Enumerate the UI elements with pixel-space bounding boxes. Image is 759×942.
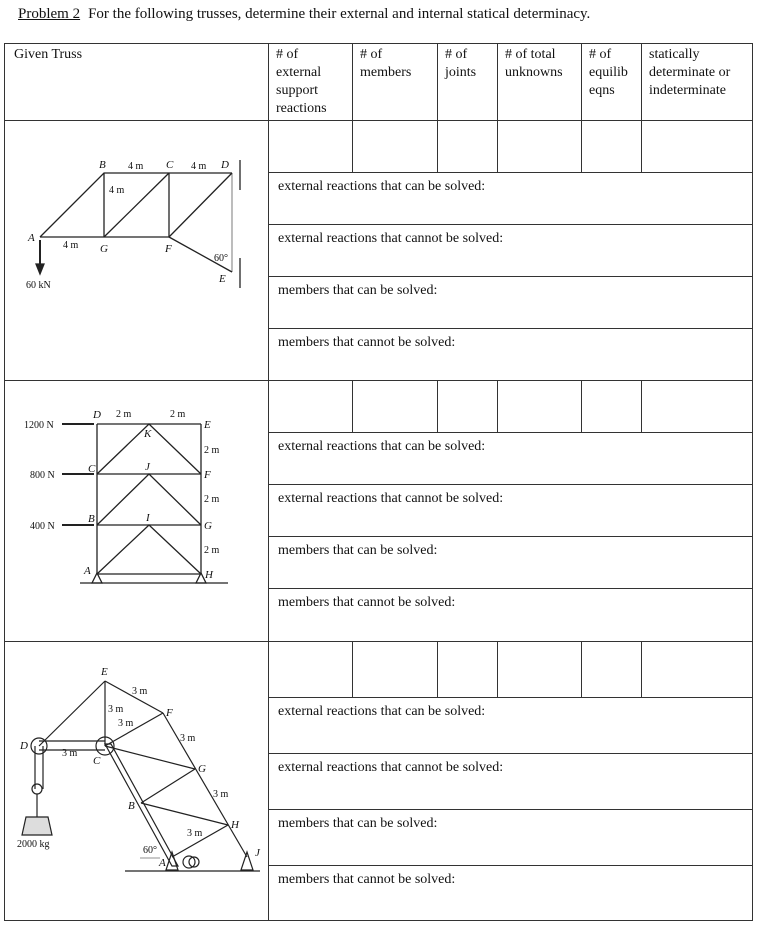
diagram-label: 4 m	[191, 161, 207, 172]
header-line: indeterminate	[649, 83, 726, 98]
header-line: unknowns	[505, 65, 563, 80]
prompt-field[interactable]: members that cannot be solved:	[278, 595, 456, 610]
problem-statement: For the following trusses, determine their external and internal statical determinacy.	[88, 6, 591, 22]
diagram-label: 2000 kg	[17, 839, 50, 850]
diagram-label: E	[101, 666, 108, 678]
diagram-label: K	[144, 428, 152, 440]
diagram-label: C	[93, 755, 101, 767]
diagram-label: 2 m	[116, 409, 132, 420]
diagram-label: D	[20, 740, 28, 752]
prompt-field[interactable]: members that cannot be solved:	[278, 335, 456, 350]
truss-3-diagram	[22, 681, 260, 871]
diagram-label: 4 m	[128, 161, 144, 172]
prompt-field[interactable]: external reactions that can be solved:	[278, 439, 486, 454]
diagram-label: 60°	[143, 845, 157, 856]
diagram-label: F	[165, 243, 172, 255]
diagram-label: 2 m	[204, 494, 220, 505]
diagram-label: 60 kN	[26, 280, 51, 291]
header-line: determinate or	[649, 65, 731, 80]
diagram-label: G	[198, 763, 206, 775]
header-line: # of	[589, 47, 612, 62]
diagram-label: D	[93, 409, 101, 421]
header-line: statically	[649, 47, 700, 62]
truss-1-labels	[26, 159, 229, 291]
header-line: reactions	[276, 101, 327, 116]
diagram-label: 3 m	[62, 748, 78, 759]
diagram-label: D	[221, 159, 229, 171]
prompt-field[interactable]: external reactions that cannot be solved:	[278, 231, 504, 246]
diagram-label: 60°	[214, 253, 228, 264]
prompt-field[interactable]: members that can be solved:	[278, 543, 438, 558]
diagram-label: H	[205, 569, 213, 581]
diagram-label: I	[146, 512, 150, 524]
diagram-label: J	[145, 461, 150, 473]
diagram-label: 3 m	[180, 733, 196, 744]
prompt-field[interactable]: members that can be solved:	[278, 816, 438, 831]
header-line: external	[276, 65, 322, 80]
diagram-label: 3 m	[213, 789, 229, 800]
header-line: # of	[276, 47, 299, 62]
problem-number: Problem 2	[18, 6, 81, 22]
diagram-label: 1200 N	[24, 420, 54, 431]
diagram-label: B	[99, 159, 106, 171]
prompt-field[interactable]: external reactions that cannot be solved:	[278, 760, 504, 775]
prompt-field[interactable]: members that can be solved:	[278, 283, 438, 298]
diagram-label: B	[88, 513, 95, 525]
diagram-label: H	[231, 819, 239, 831]
prompt-field[interactable]: external reactions that can be solved:	[278, 704, 486, 719]
truss-1-diagram	[36, 160, 240, 288]
header-line: equilib	[589, 65, 628, 80]
diagram-label: F	[204, 469, 211, 481]
diagram-label: 3 m	[132, 686, 148, 697]
header-line: # of total	[505, 47, 556, 62]
diagram-label: C	[166, 159, 174, 171]
header-line: # of	[445, 47, 468, 62]
header-line: eqns	[589, 83, 615, 98]
diagram-label: 800 N	[30, 470, 55, 481]
diagram-label: A	[84, 565, 91, 577]
diagram-label: 2 m	[204, 545, 220, 556]
diagram-label: J	[255, 847, 260, 859]
diagram-label: 400 N	[30, 521, 55, 532]
diagram-label: 4 m	[63, 240, 79, 251]
diagram-label: 2 m	[170, 409, 186, 420]
header-line: Given Truss	[14, 47, 83, 62]
diagram-label: A	[28, 232, 35, 244]
truss-3-labels	[17, 666, 261, 869]
diagram-label: 3 m	[187, 828, 203, 839]
prompt-field[interactable]: members that cannot be solved:	[278, 872, 456, 887]
diagram-label: B	[128, 800, 135, 812]
diagram-label: C	[88, 463, 96, 475]
prompt-field[interactable]: external reactions that cannot be solved:	[278, 491, 504, 506]
truss-2-labels	[24, 409, 220, 581]
header-line: members	[360, 65, 412, 80]
diagram-label: G	[100, 243, 108, 255]
header-line: # of	[360, 47, 383, 62]
header-line: support	[276, 83, 318, 98]
diagram-label: 2 m	[204, 445, 220, 456]
prompt-field[interactable]: external reactions that can be solved:	[278, 179, 486, 194]
diagram-label: E	[204, 419, 211, 431]
diagram-label: A	[159, 857, 166, 869]
diagram-label: 3 m	[108, 704, 124, 715]
diagram-label: E	[219, 273, 226, 285]
diagram-label: 4 m	[109, 185, 125, 196]
diagram-label: G	[204, 520, 212, 532]
diagram-label: 3 m	[118, 718, 134, 729]
diagram-label: F	[166, 707, 173, 719]
header-line: joints	[445, 65, 477, 80]
